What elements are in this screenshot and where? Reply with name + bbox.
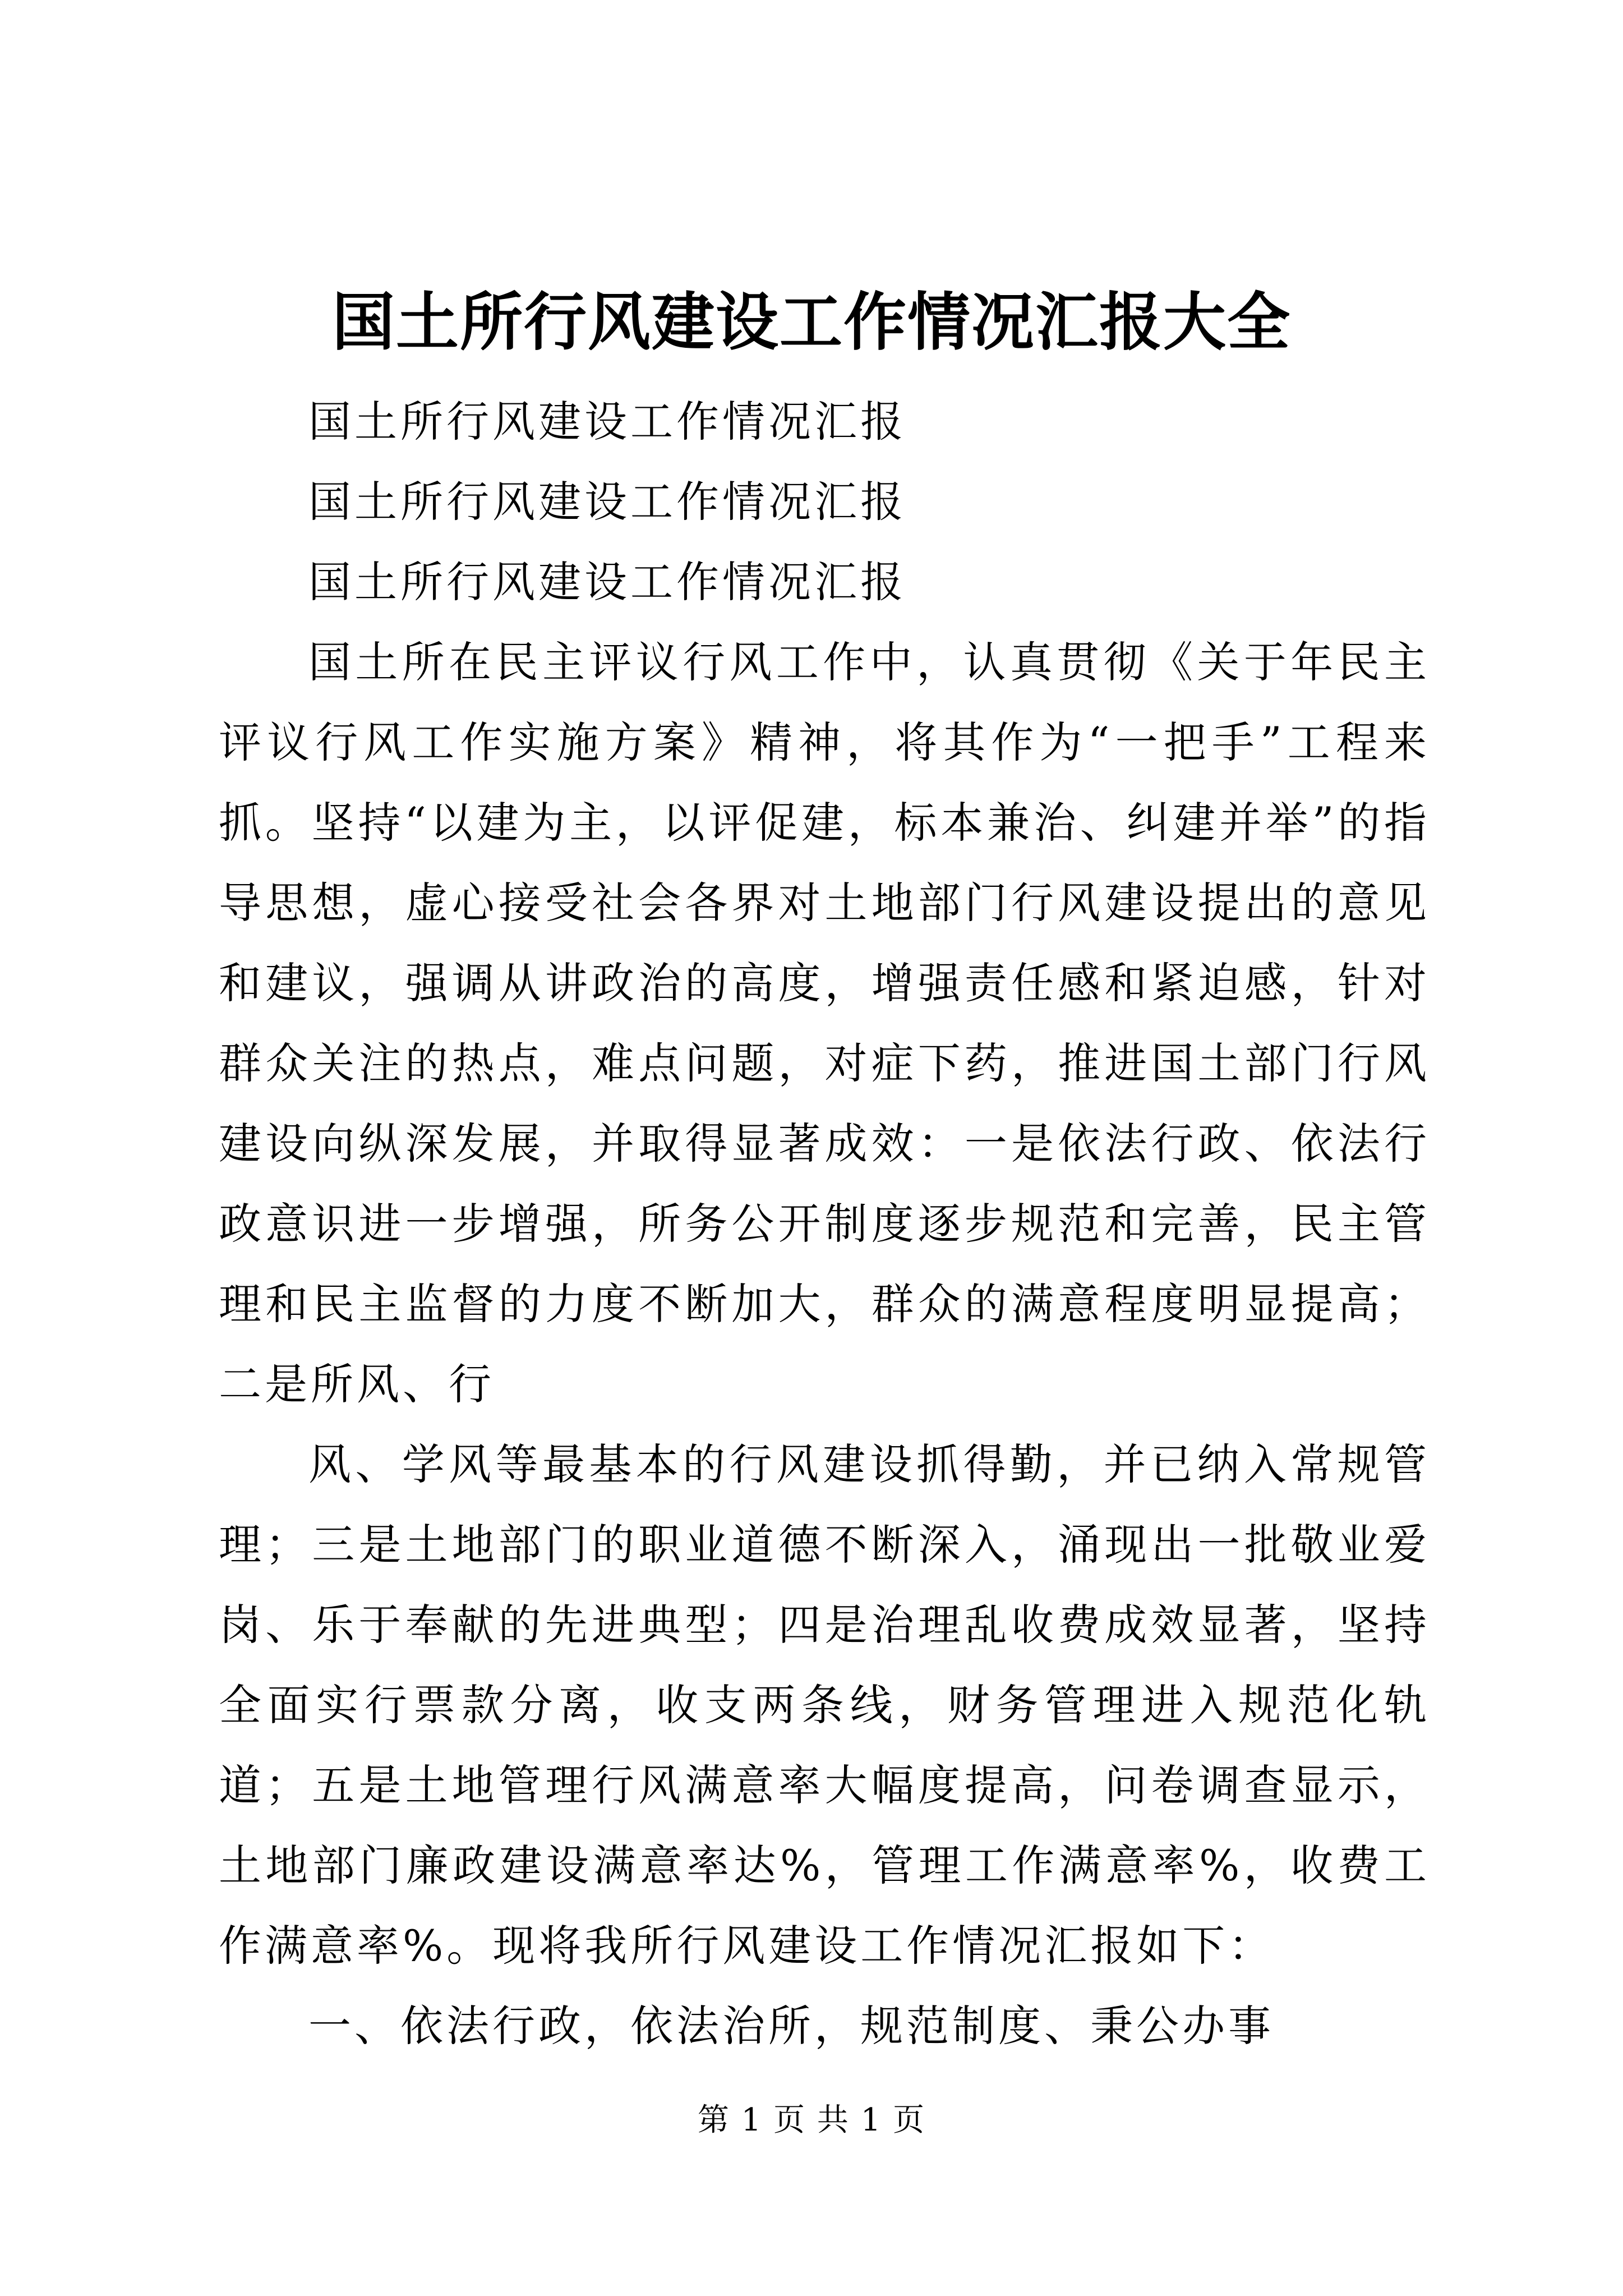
document-title: 国土所行风建设工作情况汇报大全 bbox=[332, 286, 1291, 359]
section-heading: 一、依法行政，依法治所，规范制度、秉公办事 bbox=[308, 2001, 1274, 2051]
body-paragraph: 国土所在民主评议行风工作中，认真贯彻《关于年民主评议行风工作实施方案》精神，将其作为“一把手”工程来抓。坚持“以建为主，以评促建，标本兼治、纠建并举”的指导思想，虚心接受社会各界对土地部门行风建设提出的意见和建议，强调从讲政治的高度，增强责任感和紧迫感，针对群众关注的热点，难点问题，对症下药，推进国土部门行风建设向纵深发展，并取得显著成效：一是依法行政、依法行政意识进一步增强，所务公开制度逐步规范和完善，民主管理和民主监督的力度不断加大，群众的满意程度明显提高；二是所风、行 bbox=[219, 637, 1430, 1409]
subtitle-line: 国土所行风建设工作情况汇报 bbox=[308, 557, 906, 607]
body-paragraph: 风、学风等最基本的行风建设抓得勤，并已纳入常规管理；三是土地部门的职业道德不断深入，涌现出一批敬业爱岗、乐于奉献的先进典型；四是治理乱收费成效显著，坚持全面实行票款分离，收支两条线，财务管理进入规范化轨道；五是土地管理行风满意率大幅度提高，问卷调查显示，土地部门廉政建设满意率达%，管理工作满意率%，收费工作满意率%。现将我所行风建设工作情况汇报如下： bbox=[219, 1439, 1430, 1971]
subtitle-line: 国土所行风建设工作情况汇报 bbox=[308, 397, 906, 447]
document-body bbox=[219, 381, 1430, 2066]
page-footer: 第 1 页 共 1 页 bbox=[697, 2102, 926, 2138]
subtitle-line: 国土所行风建设工作情况汇报 bbox=[308, 477, 906, 527]
